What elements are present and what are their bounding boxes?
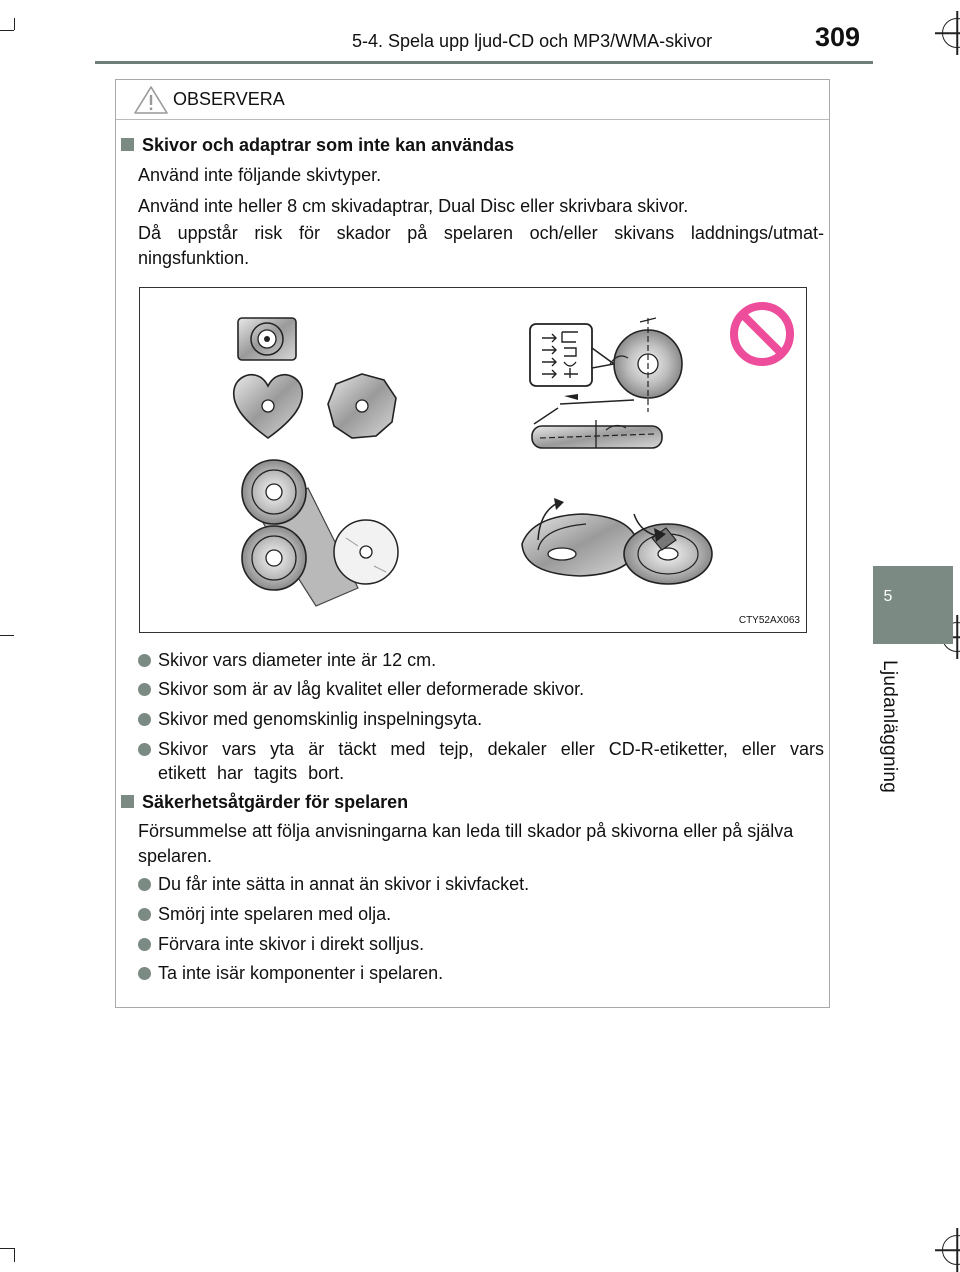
heart-disc-icon	[234, 375, 303, 438]
bullet-dot-icon	[138, 878, 151, 891]
chapter-number: 5	[883, 588, 893, 605]
prohibited-icon	[734, 306, 790, 362]
crop-mark	[0, 1248, 14, 1249]
registration-mark-icon	[942, 1235, 960, 1265]
square-bullet-icon	[121, 795, 134, 808]
list-item: Skivor vars yta är täckt med tejp, dekaler eller CD-R-etiketter, eller vars etikett har tagits bort.	[158, 737, 824, 785]
list-item: Skivor som är av låg kvalitet eller deformerade skivor.	[158, 677, 824, 701]
disc-illustration	[139, 287, 807, 633]
notice-header	[116, 80, 829, 120]
polygon-disc-icon	[328, 374, 396, 438]
bullet-dot-icon	[138, 683, 151, 696]
paragraph: Använd inte följande skivtyper.	[138, 165, 382, 185]
page-header	[0, 0, 960, 62]
paragraph: Försummelse att följa anvisningarna kan leda till skador på skivorna eller på själva spelaren.	[138, 821, 794, 866]
label-removed-disc-icon	[522, 498, 638, 576]
square-bullet-icon	[121, 138, 134, 151]
paragraph: Då uppstår risk för skador på spelaren och/eller skivans laddnings/utmat-ningsfunktion.	[138, 223, 824, 268]
section-heading: Säkerhetsåtgärder för spelaren	[121, 792, 408, 813]
taped-disc-icon	[624, 514, 712, 584]
chapter-tab	[873, 566, 953, 644]
header-divider	[95, 61, 873, 64]
figure-code: CTY52AX063	[738, 615, 800, 626]
section-heading: Skivor och adaptrar som inte kan användas	[121, 135, 514, 156]
bullet-dot-icon	[138, 967, 151, 980]
bullet-dot-icon	[138, 938, 151, 951]
bullet-dot-icon	[138, 713, 151, 726]
list-item: Smörj inte spelaren med olja.	[158, 902, 824, 926]
paragraph: Använd inte heller 8 cm skivadaptrar, Dual Disc eller skrivbara skivor.	[138, 196, 689, 216]
warning-triangle-icon	[133, 85, 169, 115]
bullet-dot-icon	[138, 908, 151, 921]
bullet-dot-icon	[138, 654, 151, 667]
illustration-art	[140, 288, 806, 632]
list-item: Skivor vars diameter inte är 12 cm.	[158, 648, 824, 672]
chapter-label: Ljudanläggning	[879, 660, 900, 794]
notice-label: OBSERVERA	[173, 89, 285, 109]
list-item: Skivor med genomskinlig inspelningsyta.	[158, 707, 824, 731]
list-item: Ta inte isär komponenter i spelaren.	[158, 961, 824, 985]
adapter-disc-icon	[242, 460, 398, 606]
list-item: Du får inte sätta in annat än skivor i skivfacket.	[158, 872, 824, 896]
list-item: Förvara inte skivor i direkt solljus.	[158, 932, 824, 956]
page-number: 309	[815, 22, 861, 52]
crop-mark	[14, 1248, 15, 1262]
section-title: 5-4. Spela upp ljud-CD och MP3/WMA-skivor	[352, 31, 713, 51]
bullet-dot-icon	[138, 743, 151, 756]
deformed-disc-icon	[530, 318, 682, 448]
crop-mark	[0, 635, 14, 636]
square-disc-icon	[238, 318, 296, 360]
